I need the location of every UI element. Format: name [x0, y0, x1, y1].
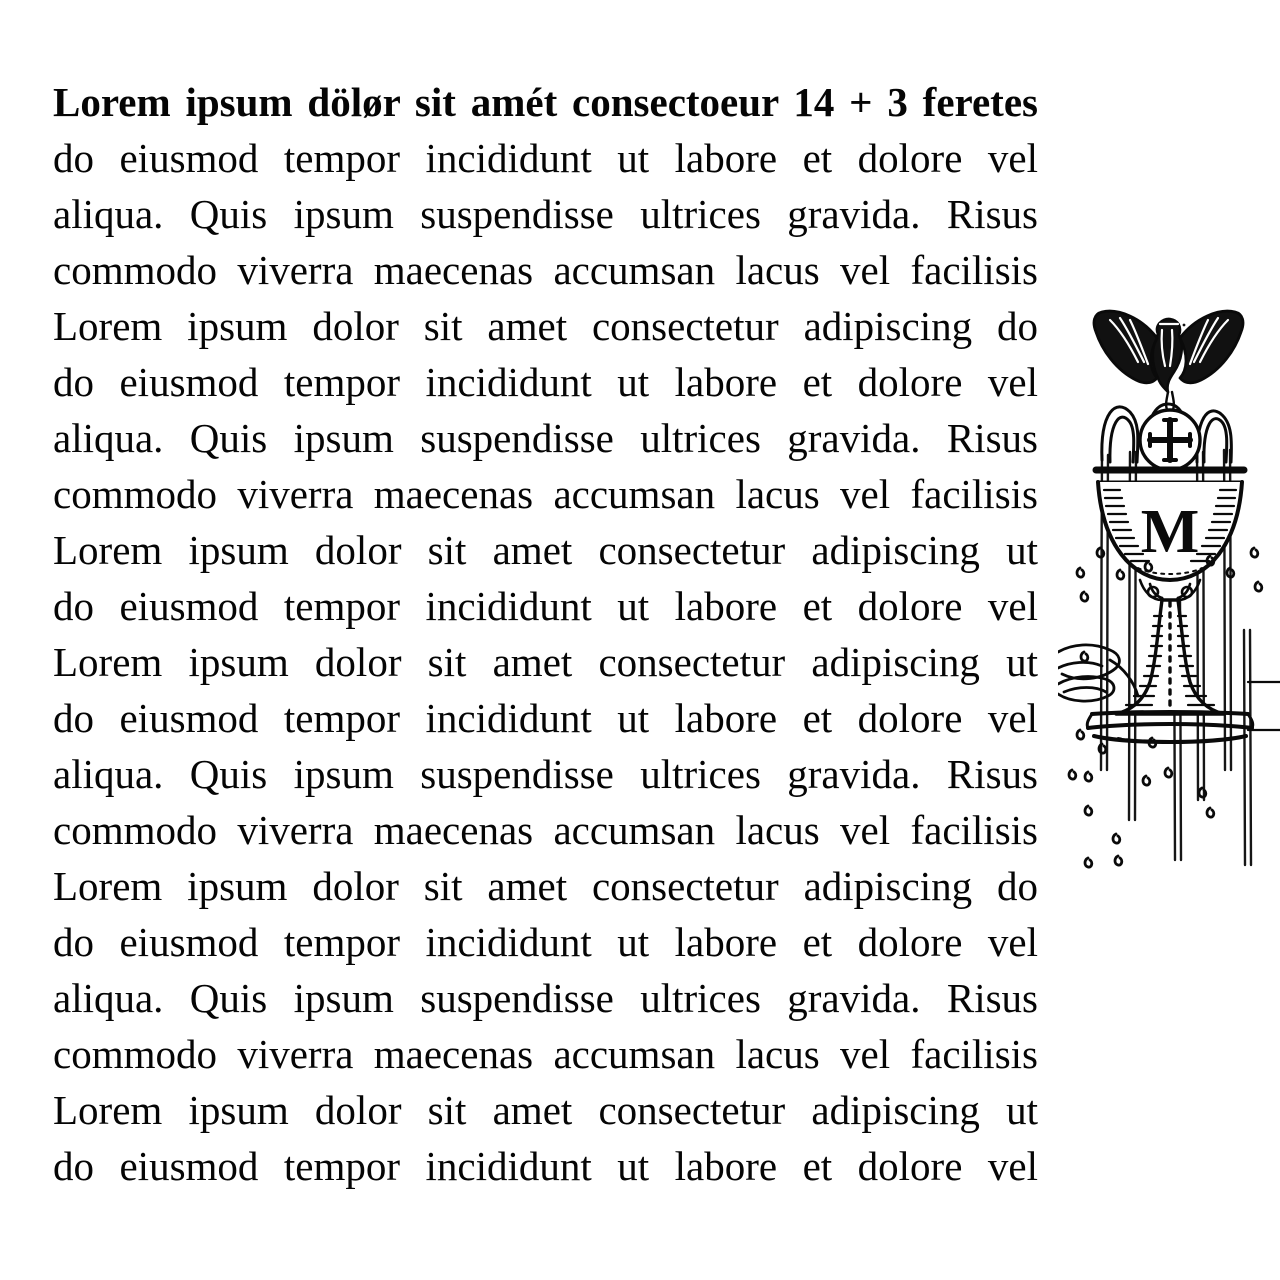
- text-line: do eiusmod tempor incididunt ut labore et dolore vel: [53, 583, 1038, 629]
- text-line: aliqua. Quis ipsum suspendisse ultrices gravida. Risus: [53, 415, 1038, 461]
- text-line: do eiusmod tempor incididunt ut labore et dolore vel: [53, 359, 1038, 405]
- host-with-cross-icon: [1140, 410, 1200, 470]
- text-line: commodo viverra maecenas accumsan lacus vel facilisis: [53, 1031, 1038, 1077]
- text-line: Lorem ipsum dolor sit amet consectetur adipiscing ut: [53, 639, 1038, 685]
- text-line: aliqua. Quis ipsum suspendisse ultrices gravida. Risus: [53, 751, 1038, 797]
- chalice-stem: [1116, 600, 1224, 714]
- chalice-dove-engraving-illustration: [1058, 300, 1280, 880]
- text-line: Lorem ipsum dölør sit amét consectoeur 14 + 3 feretes: [53, 79, 1038, 125]
- dove-icon: [1094, 311, 1243, 410]
- engraving-svg: [1058, 300, 1280, 880]
- wheat-ear: [1058, 645, 1138, 701]
- text-line: do eiusmod tempor incididunt ut labore et dolore vel: [53, 1143, 1038, 1189]
- text-line: commodo viverra maecenas accumsan lacus vel facilisis: [53, 471, 1038, 517]
- text-line: do eiusmod tempor incididunt ut labore et dolore vel: [53, 135, 1038, 181]
- text-line: Lorem ipsum dolor sit amet consectetur adipiscing do: [53, 303, 1038, 349]
- text-line: Lorem ipsum dolor sit amet consectetur adipiscing ut: [53, 1087, 1038, 1133]
- text-line: commodo viverra maecenas accumsan lacus vel facilisis: [53, 807, 1038, 853]
- text-line: Lorem ipsum dolor sit amet consectetur adipiscing do: [53, 863, 1038, 909]
- text-line: do eiusmod tempor incididunt ut labore et dolore vel: [53, 919, 1038, 965]
- text-line: aliqua. Quis ipsum suspendisse ultrices gravida. Risus: [53, 975, 1038, 1021]
- text-line: do eiusmod tempor incididunt ut labore et dolore vel: [53, 695, 1038, 741]
- text-line: aliqua. Quis ipsum suspendisse ultrices gravida. Risus: [53, 191, 1038, 237]
- chalice-base: [1087, 712, 1253, 743]
- text-line: commodo viverra maecenas accumsan lacus vel facilisis: [53, 247, 1038, 293]
- body-text-column: [53, 74, 1038, 1194]
- chalice-monogram-letter: M: [1140, 498, 1200, 566]
- text-line: Lorem ipsum dolor sit amet consectetur adipiscing ut: [53, 527, 1038, 573]
- chalice-cup: [1096, 470, 1244, 580]
